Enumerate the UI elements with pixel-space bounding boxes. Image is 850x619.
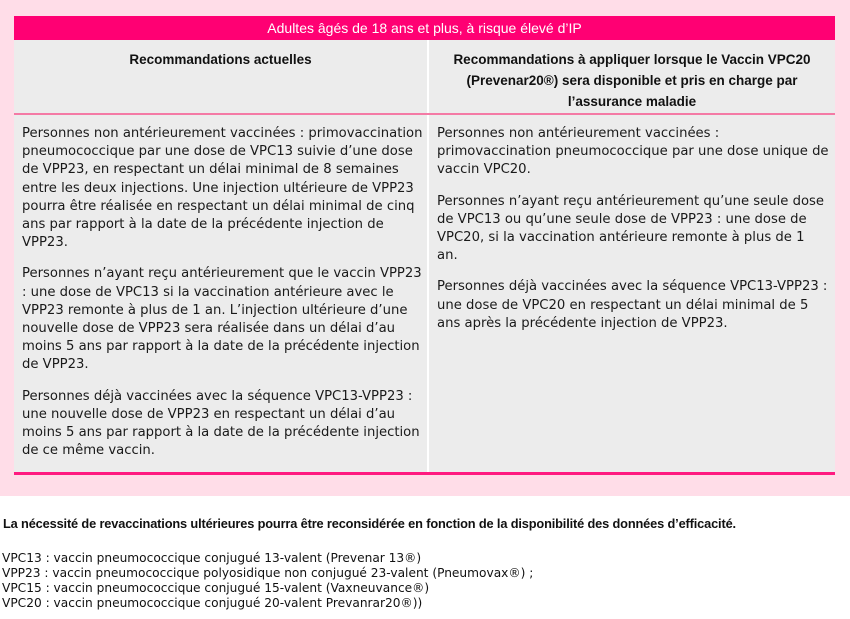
vaccine-glossary [2, 551, 533, 611]
current-recommendations-cell [14, 115, 429, 472]
glossary-item-vpc20: VPC20 : vaccin pneumococcique conjugué 20-valent Prevanrar20®)) [2, 596, 423, 610]
column-header-future: Recommandations à appliquer lorsque le Vaccin VPC20 (Prevenar20®) sera disponible et pris en charge par l’assurance maladie [453, 52, 811, 109]
glossary-item-vpc15: VPC15 : vaccin pneumococcique conjugué 15-valent (Vaxneuvance®) [2, 581, 430, 595]
table-title: Adultes âgés de 18 ans et plus, à risque élevé d’IP [14, 16, 835, 40]
table-header-row [14, 40, 835, 115]
glossary-item-vpp23: VPP23 : vaccin pneumococcique polyosidique non conjugué 23-valent (Pneumovax®) ; [2, 566, 534, 580]
current-paragraph: Personnes non antérieurement vaccinées : primovaccination pneumococcique par une dose de VPC13 suivie d’une dose de VPP23, en respectant un délai minimal de 8 semaines entre les deux injections. Une injection ultérieure de VPP23 pourra être réalisée en respectant un délai minimal de cinq ans par rapport à la date de la précédente injection de VPP23. [22, 126, 423, 251]
future-paragraph: Personnes non antérieurement vaccinées : primovaccination pneumococcique par une dose unique de vaccin VPC20. [437, 126, 829, 178]
future-recommendations-cell [429, 115, 835, 472]
current-paragraph: Personnes n’ayant reçu antérieurement que le vaccin VPP23 : une dose de VPC13 si la vaccination antérieure avec le VPP23 remonte à plus de 1 an. L’injection ultérieure d’une nouvelle dose de VPP23 sera réalisée dans un délai d’au moins 5 ans par rapport à la date de la précédente injection de VPP23. [22, 266, 422, 373]
current-paragraph: Personnes déjà vaccinées avec la séquence VPC13-VPP23 : une nouvelle dose de VPP23 en respectant un délai d’au moins 5 ans par rapport à la date de la précédente injection de ce même vaccin. [22, 388, 420, 459]
revaccination-note: La nécessité de revaccinations ultérieures pourra être reconsidérée en fonction de la disponibilité des données d’efficacité. [3, 516, 736, 531]
glossary-item-vpc13: VPC13 : vaccin pneumococcique conjugué 13-valent (Prevenar 13®) [2, 551, 422, 565]
recommendations-table [14, 16, 835, 475]
future-paragraph: Personnes n’ayant reçu antérieurement qu’une seule dose de VPC13 ou qu’une seule dose de VPP23 : une dose de VPC20, si la vaccination antérieure remonte à plus de 1 an. [437, 193, 825, 264]
table-body-row [14, 115, 835, 475]
column-header-current: Recommandations actuelles [14, 40, 429, 113]
future-paragraph: Personnes déjà vaccinées avec la séquence VPC13-VPP23 : une dose de VPC20 en respectant un délai minimal de 5 ans après la précédente injection de VPP23. [437, 279, 828, 331]
